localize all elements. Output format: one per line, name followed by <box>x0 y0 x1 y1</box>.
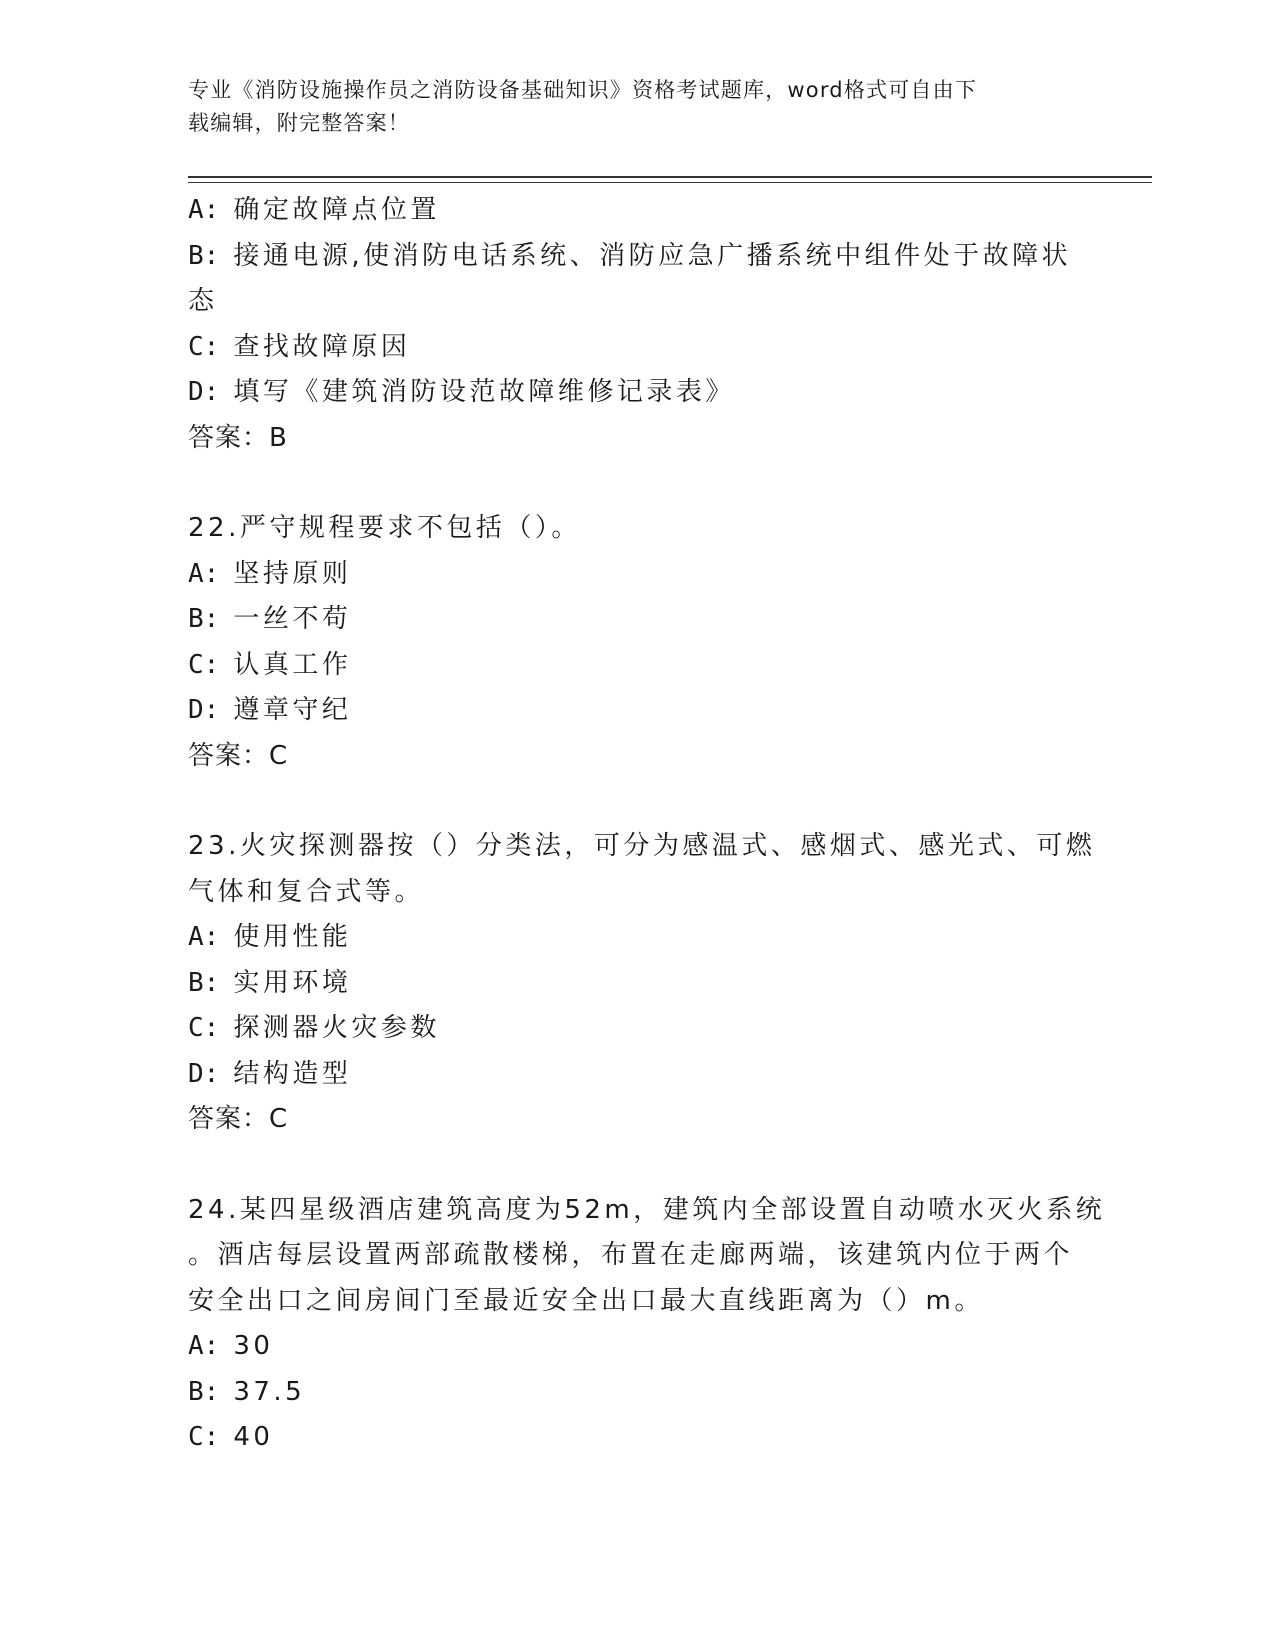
question-text-line-1: 23.火灾探测器按（）分类法，可分为感温式、感烟式、感光式、可燃 <box>188 831 1096 861</box>
option-a <box>188 915 1088 961</box>
question-24 <box>188 1188 1106 1461</box>
option-text: 认真工作 <box>233 649 352 680</box>
option-text: 30 <box>233 1331 274 1361</box>
option-b <box>188 234 1088 280</box>
option-letter: A: <box>188 195 220 225</box>
option-letter: C: <box>188 649 220 680</box>
document-header <box>188 74 1088 140</box>
option-letter: A: <box>188 922 220 952</box>
question-21-tail <box>188 188 1088 461</box>
option-a <box>188 1324 1088 1370</box>
option-d <box>188 688 1088 734</box>
option-text: 结构造型 <box>233 1058 352 1089</box>
option-letter: C: <box>188 331 220 362</box>
question-text-line-2: 气体和复合式等。 <box>188 876 425 907</box>
header-rule-thick <box>188 176 1152 178</box>
option-a <box>188 188 1088 234</box>
question-text-line-3: 安全出口之间房间门至最近安全出口最大直线距离为（）m。 <box>188 1285 984 1316</box>
option-letter: D: <box>188 695 220 725</box>
question-text-line-2: 。酒店每层设置两部疏散楼梯，布置在走廊两端，该建筑内位于两个 <box>188 1240 1074 1270</box>
answer-text: 答案：C <box>188 740 289 771</box>
option-c <box>188 643 1088 689</box>
option-text: 实用环境 <box>233 967 352 998</box>
header-line-1: 专业《消防设施操作员之消防设备基础知识》资格考试题库，word格式可自由下 <box>188 78 978 102</box>
spacer <box>188 779 1088 824</box>
option-letter: B: <box>188 604 220 634</box>
option-c <box>188 325 1088 371</box>
option-b <box>188 1370 1088 1416</box>
spacer <box>188 461 1088 506</box>
answer-text: 答案：C <box>188 1104 289 1134</box>
option-letter: B: <box>188 1376 220 1407</box>
option-text: 填写《建筑消防设范故障维修记录表》 <box>233 377 735 407</box>
option-text: 使用性能 <box>233 922 352 952</box>
option-c <box>188 1415 1088 1461</box>
option-text: 探测器火灾参数 <box>233 1013 440 1043</box>
question-text: 22.严守规程要求不包括（）。 <box>188 513 581 543</box>
question-22 <box>188 506 1088 779</box>
option-letter: D: <box>188 1058 220 1089</box>
option-d <box>188 1052 1088 1098</box>
option-c <box>188 1006 1088 1052</box>
option-letter: C: <box>188 1422 220 1452</box>
option-text: 遵章守纪 <box>233 695 352 725</box>
option-letter: A: <box>188 558 220 589</box>
option-letter: B: <box>188 967 220 998</box>
option-text: 一丝不苟 <box>233 604 352 634</box>
question-list <box>188 188 1106 1461</box>
option-letter: C: <box>188 1013 220 1043</box>
option-letter: A: <box>188 1331 220 1361</box>
option-text: 坚持原则 <box>233 558 352 589</box>
option-text: 查找故障原因 <box>233 331 411 362</box>
header-rule-thin <box>188 182 1152 183</box>
option-letter: B: <box>188 240 220 271</box>
option-text: 接通电源,使消防电话系统、消防应急广播系统中组件处于故障状 <box>233 240 1072 271</box>
option-d <box>188 370 1088 416</box>
option-b <box>188 597 1088 643</box>
option-a <box>188 552 1088 598</box>
option-b-continued: 态 <box>188 286 218 316</box>
question-23 <box>188 824 1096 1143</box>
option-text: 确定故障点位置 <box>233 195 440 225</box>
header-line-2: 载编辑，附完整答案！ <box>188 111 410 135</box>
spacer <box>188 1143 1088 1188</box>
answer-text: 答案：B <box>188 422 288 453</box>
option-b <box>188 961 1088 1007</box>
question-text-line-1: 24.某四星级酒店建筑高度为52m，建筑内全部设置自动喷水灭火系统 <box>188 1194 1106 1225</box>
option-letter: D: <box>188 377 220 407</box>
option-text: 40 <box>233 1422 274 1452</box>
option-text: 37.5 <box>233 1376 306 1407</box>
